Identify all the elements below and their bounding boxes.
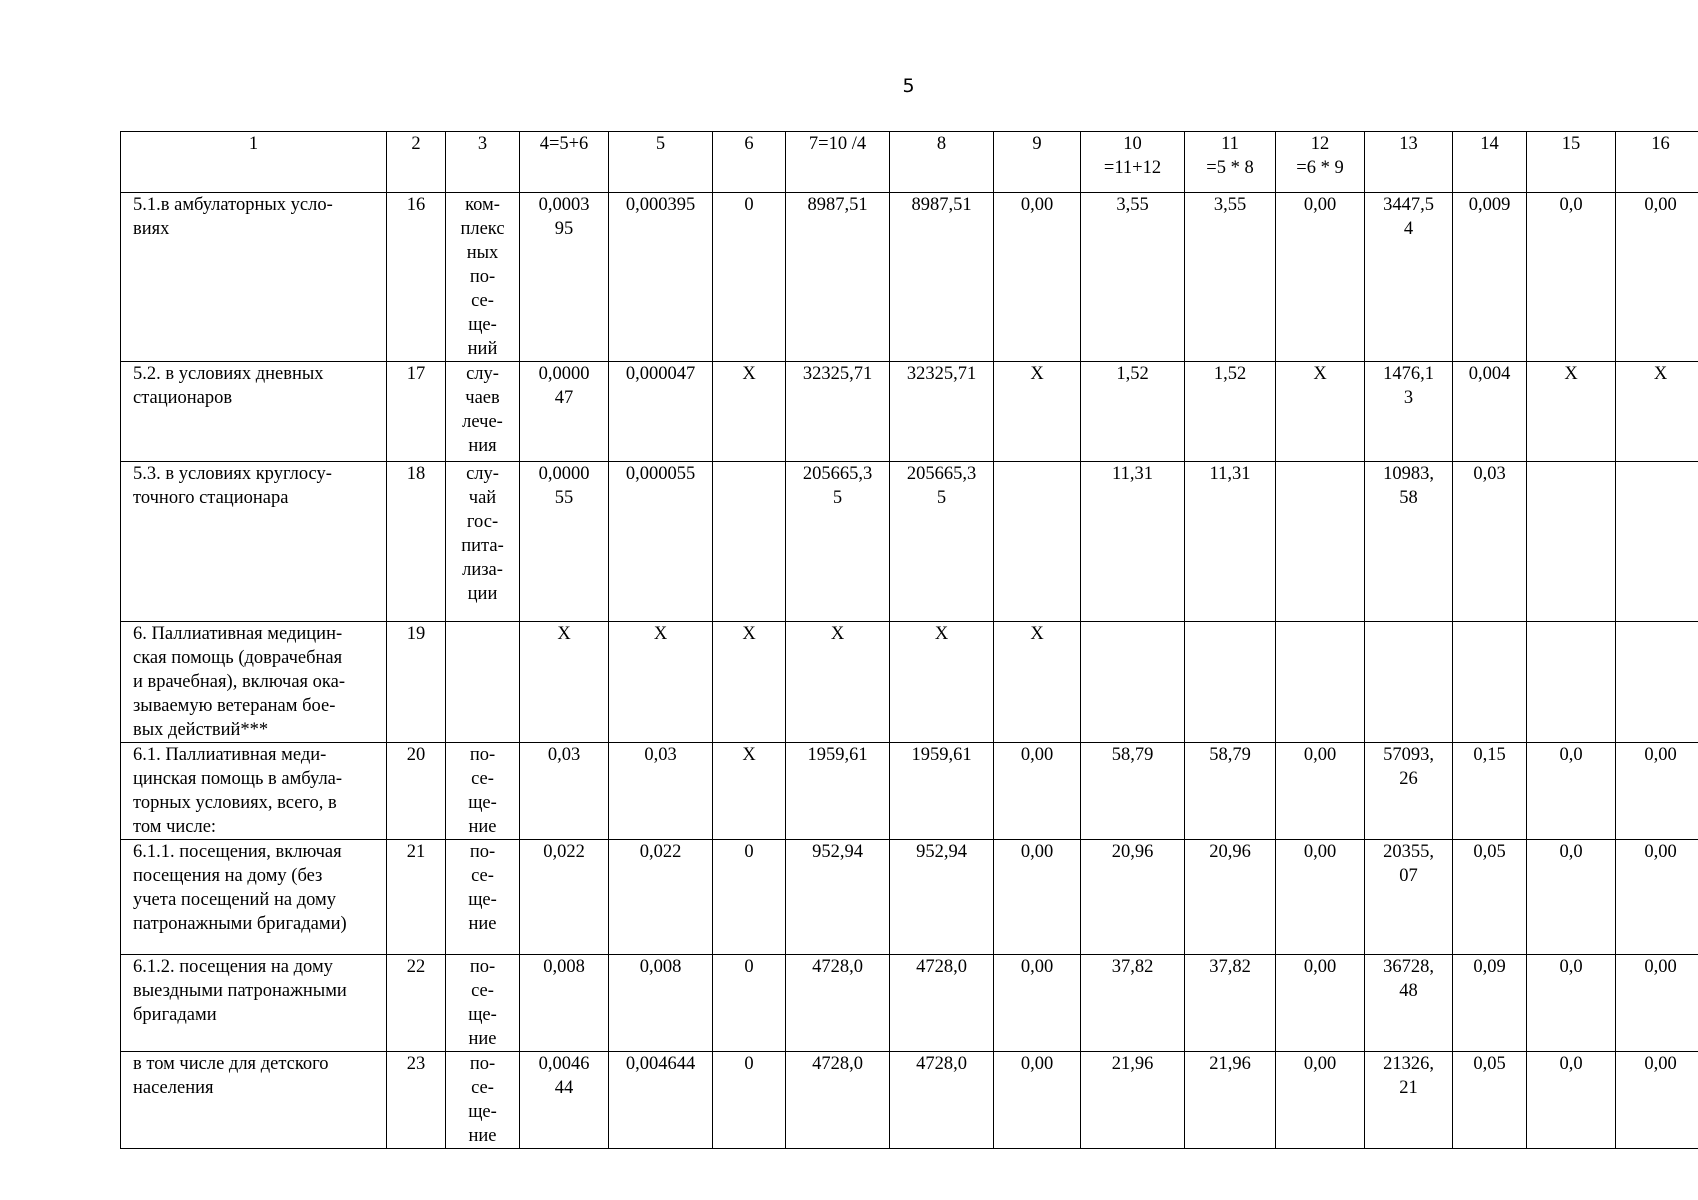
column-number-header [1185, 132, 1276, 193]
value-cell [1616, 622, 1698, 743]
column-number-header [520, 132, 609, 193]
value-cell [609, 462, 713, 622]
cell-value: 0,00 [1303, 745, 1337, 765]
value-cell [1365, 1052, 1453, 1149]
row-number: 20 [406, 745, 426, 765]
header-label: 12 =6 * 9 [1296, 134, 1344, 178]
value-cell [994, 622, 1081, 743]
cell-value: 58,79 [1209, 745, 1251, 765]
header-label: 11 =5 * 8 [1206, 134, 1254, 178]
value-cell [1185, 1052, 1276, 1149]
value-cell [609, 955, 713, 1052]
table-row [121, 622, 1698, 743]
cell-value: 10983, 58 [1383, 464, 1434, 508]
value-cell [1616, 462, 1698, 622]
cell-value: 0,00 [1303, 195, 1337, 215]
cell-value: X [742, 364, 756, 384]
cell-value: 0,000047 [625, 364, 696, 384]
value-cell [713, 193, 786, 362]
cell-value: 0,0000 55 [538, 464, 590, 508]
value-cell [1081, 955, 1185, 1052]
row-name-cell [121, 1052, 387, 1149]
value-cell [1616, 193, 1698, 362]
row-number-cell [387, 622, 446, 743]
value-cell [1365, 955, 1453, 1052]
cell-value: 0 [744, 1054, 754, 1074]
cell-value: 0,03 [644, 745, 677, 765]
value-cell [520, 193, 609, 362]
unit-cell [446, 622, 520, 743]
cell-value: 0,00 [1020, 957, 1054, 977]
value-cell [713, 462, 786, 622]
value-cell [890, 840, 994, 955]
cell-value: 0,022 [543, 842, 585, 862]
row-name: 5.2. в условиях дневных стационаров [133, 364, 324, 408]
cell-value: X [742, 624, 756, 644]
row-name-cell [121, 622, 387, 743]
header-label: 13 [1399, 134, 1418, 154]
row-number: 23 [406, 1054, 426, 1074]
header-label: 10 =11+12 [1103, 134, 1162, 178]
value-cell [1185, 840, 1276, 955]
cell-value: 952,94 [916, 842, 967, 862]
row-name: 6.1. Паллиативная меди- цинская помощь в амбула- торных условиях, всего, в том числе: [133, 745, 343, 837]
header-label: 2 [411, 134, 421, 154]
cell-value: 0,008 [639, 957, 682, 977]
value-cell [1527, 462, 1616, 622]
cell-value: 0,000395 [625, 195, 696, 215]
cell-value: 0,00 [1020, 1054, 1054, 1074]
header-label: 4=5+6 [539, 134, 589, 154]
cell-value: 8987,51 [911, 195, 972, 215]
cell-value: 205665,3 5 [906, 464, 977, 508]
value-cell [890, 743, 994, 840]
value-cell [1527, 362, 1616, 462]
value-cell [1081, 362, 1185, 462]
value-cell [1185, 622, 1276, 743]
value-cell [1453, 1052, 1527, 1149]
unit-cell [446, 462, 520, 622]
value-cell [609, 1052, 713, 1149]
cell-value: 21,96 [1209, 1054, 1251, 1074]
header-label: 5 [655, 134, 666, 154]
cell-value: 20,96 [1209, 842, 1251, 862]
cell-value: 21,96 [1111, 1054, 1154, 1074]
cell-value: 0 [744, 957, 754, 977]
unit-label: по- се- ще- ние [468, 745, 497, 837]
cell-value: X [1653, 364, 1668, 384]
value-cell [713, 1052, 786, 1149]
header-label: 16 [1651, 134, 1670, 154]
value-cell [1081, 462, 1185, 622]
cell-value: 57093, 26 [1383, 745, 1434, 789]
cell-value: 21326, 21 [1383, 1054, 1434, 1098]
unit-cell [446, 955, 520, 1052]
header-label: 6 [744, 134, 754, 154]
value-cell [1081, 840, 1185, 955]
row-number: 21 [406, 842, 426, 862]
column-number-header [713, 132, 786, 193]
cell-value: 0,15 [1473, 745, 1506, 765]
value-cell [1527, 743, 1616, 840]
cell-value: 0,00 [1020, 745, 1054, 765]
value-cell [520, 743, 609, 840]
column-number-header [446, 132, 520, 193]
cell-value: 0,0 [1559, 842, 1583, 862]
cell-value: X [830, 624, 845, 644]
cell-value: 3,55 [1213, 195, 1247, 215]
table-row [121, 462, 1698, 622]
unit-label: по- се- ще- ние [468, 842, 497, 934]
value-cell [1527, 840, 1616, 955]
value-cell [1365, 362, 1453, 462]
page-number: 5 [902, 75, 915, 97]
cell-value: 0,0 [1559, 745, 1583, 765]
cell-value: 0,09 [1473, 957, 1506, 977]
value-cell [1365, 462, 1453, 622]
value-cell [713, 743, 786, 840]
value-cell [520, 840, 609, 955]
value-cell [786, 840, 890, 955]
value-cell [609, 362, 713, 462]
value-cell [994, 743, 1081, 840]
cell-value: 0,05 [1473, 1054, 1506, 1074]
value-cell [786, 362, 890, 462]
tariff-table [120, 131, 1698, 1149]
cell-value: 0,0 [1559, 957, 1583, 977]
cell-value: 0,0 [1559, 195, 1583, 215]
value-cell [520, 1052, 609, 1149]
cell-value: X [742, 745, 756, 765]
table-row [121, 743, 1698, 840]
row-name-cell [121, 462, 387, 622]
value-cell [1616, 840, 1698, 955]
header-label: 1 [248, 134, 259, 154]
value-cell [1365, 193, 1453, 362]
cell-value: 11,31 [1209, 464, 1251, 484]
value-cell [1276, 1052, 1365, 1149]
value-cell [1453, 743, 1527, 840]
cell-value: X [1030, 624, 1044, 644]
unit-cell [446, 193, 520, 362]
row-name: в том числе для детского населения [133, 1054, 329, 1098]
unit-cell [446, 743, 520, 840]
cell-value: 32325,71 [906, 364, 977, 384]
row-number-cell [387, 743, 446, 840]
cell-value: 1959,61 [911, 745, 972, 765]
cell-value: 0,05 [1473, 842, 1506, 862]
value-cell [1276, 840, 1365, 955]
value-cell [1185, 955, 1276, 1052]
cell-value: 1,52 [1213, 364, 1247, 384]
cell-value: 0 [744, 195, 754, 215]
unit-cell [446, 1052, 520, 1149]
value-cell [1081, 193, 1185, 362]
value-cell [1527, 193, 1616, 362]
row-name: 6.1.2. посещения на дому выездными патронажными бригадами [133, 957, 347, 1025]
row-number: 22 [406, 957, 426, 977]
cell-value: X [557, 624, 571, 644]
cell-value: 0,00 [1020, 195, 1054, 215]
value-cell [890, 193, 994, 362]
header-label: 15 [1561, 134, 1581, 154]
cell-value: 32325,71 [802, 364, 873, 384]
value-cell [994, 955, 1081, 1052]
cell-value: 0,0046 44 [538, 1054, 590, 1098]
value-cell [609, 193, 713, 362]
column-number-header [609, 132, 713, 193]
header-label: 7=10 /4 [808, 134, 867, 154]
cell-value: 11,31 [1112, 464, 1153, 484]
row-number-cell [387, 193, 446, 362]
row-name-cell [121, 743, 387, 840]
value-cell [713, 955, 786, 1052]
column-number-header [1276, 132, 1365, 193]
cell-value: 0,03 [1473, 464, 1506, 484]
unit-cell [446, 362, 520, 462]
column-number-header [1616, 132, 1698, 193]
value-cell [1276, 743, 1365, 840]
table-row [121, 1052, 1698, 1149]
column-number-header [1365, 132, 1453, 193]
column-number-header [1453, 132, 1527, 193]
value-cell [1276, 955, 1365, 1052]
cell-value: 0 [744, 842, 754, 862]
column-number-header [994, 132, 1081, 193]
value-cell [786, 193, 890, 362]
value-cell [1527, 955, 1616, 1052]
value-cell [994, 362, 1081, 462]
table-row [121, 193, 1698, 362]
value-cell [1185, 743, 1276, 840]
cell-value: 0,00 [1644, 1054, 1677, 1074]
cell-value: 0,022 [639, 842, 682, 862]
value-cell [713, 622, 786, 743]
value-cell [713, 840, 786, 955]
value-cell [1616, 955, 1698, 1052]
cell-value: 0,00 [1644, 745, 1677, 765]
cell-value: 0,00 [1303, 1054, 1337, 1074]
value-cell [1527, 1052, 1616, 1149]
value-cell [890, 622, 994, 743]
value-cell [890, 362, 994, 462]
value-cell [1616, 1052, 1698, 1149]
column-number-header [387, 132, 446, 193]
cell-value: 205665,3 5 [802, 464, 873, 508]
row-number: 19 [406, 624, 426, 644]
value-cell [1276, 462, 1365, 622]
header-label: 9 [1032, 134, 1042, 154]
cell-value: 37,82 [1111, 957, 1154, 977]
cell-value: 0,00 [1644, 957, 1677, 977]
value-cell [609, 622, 713, 743]
value-cell [994, 840, 1081, 955]
header-label: 3 [477, 134, 488, 154]
value-cell [1453, 955, 1527, 1052]
row-name-cell [121, 955, 387, 1052]
value-cell [1185, 193, 1276, 362]
row-number: 18 [406, 464, 426, 484]
cell-value: 0,009 [1468, 195, 1511, 215]
row-number-cell [387, 1052, 446, 1149]
cell-value: 4728,0 [916, 957, 967, 977]
value-cell [1453, 362, 1527, 462]
cell-value: 0,004644 [625, 1054, 696, 1074]
value-cell [786, 462, 890, 622]
value-cell [1616, 743, 1698, 840]
cell-value: 37,82 [1209, 957, 1251, 977]
unit-label: слу- чай гос- пита- лиза- ции [461, 464, 504, 604]
table-header-row [121, 132, 1698, 193]
cell-value: X [653, 624, 668, 644]
row-number-cell [387, 955, 446, 1052]
cell-value: 0,004 [1468, 364, 1511, 384]
value-cell [1453, 622, 1527, 743]
value-cell [1616, 362, 1698, 462]
column-number-header [786, 132, 890, 193]
column-number-header [1081, 132, 1185, 193]
table-row [121, 840, 1698, 955]
cell-value: 0,03 [547, 745, 581, 765]
value-cell [1453, 193, 1527, 362]
value-cell [520, 955, 609, 1052]
unit-cell [446, 840, 520, 955]
value-cell [890, 462, 994, 622]
cell-value: 0,008 [543, 957, 585, 977]
header-label: 8 [936, 134, 947, 154]
value-cell [890, 955, 994, 1052]
value-cell [994, 1052, 1081, 1149]
cell-value: 0,0000 47 [538, 364, 590, 408]
column-number-header [890, 132, 994, 193]
row-name-cell [121, 362, 387, 462]
cell-value: 4728,0 [812, 1054, 863, 1074]
row-number-cell [387, 840, 446, 955]
value-cell [1365, 840, 1453, 955]
row-name: 5.3. в условиях круглосу- точного стационара [133, 464, 332, 508]
row-number-cell [387, 362, 446, 462]
value-cell [1276, 193, 1365, 362]
row-number: 17 [406, 364, 426, 384]
cell-value: X [934, 624, 949, 644]
cell-value: 8987,51 [807, 195, 868, 215]
row-name: 5.1.в амбулаторных усло- виях [133, 195, 333, 239]
cell-value: 36728, 48 [1383, 957, 1434, 1001]
header-label: 14 [1480, 134, 1499, 154]
table-row [121, 362, 1698, 462]
cell-value: 0,00 [1644, 842, 1677, 862]
unit-label: слу- чаев лече- ния [462, 364, 503, 456]
value-cell [786, 743, 890, 840]
cell-value: 20355, 07 [1383, 842, 1434, 886]
row-name-cell [121, 840, 387, 955]
value-cell [713, 362, 786, 462]
cell-value: 4728,0 [916, 1054, 967, 1074]
row-number: 16 [406, 195, 426, 215]
cell-value: 1,52 [1116, 364, 1149, 384]
row-number-cell [387, 462, 446, 622]
cell-value: 3,55 [1116, 195, 1149, 215]
cell-value: 0,0003 95 [538, 195, 590, 239]
value-cell [1081, 743, 1185, 840]
row-name: 6. Паллиативная медицин- ская помощь (доврачебная и врачебная), включая ока- зываемую ветеранам бое- вых действий*** [133, 624, 345, 740]
value-cell [786, 622, 890, 743]
value-cell [994, 462, 1081, 622]
cell-value: 20,96 [1111, 842, 1154, 862]
value-cell [609, 743, 713, 840]
value-cell [1081, 1052, 1185, 1149]
cell-value: 1959,61 [807, 745, 868, 765]
row-name: 6.1.1. посещения, включая посещения на дому (без учета посещений на дому патронажными бригадами) [133, 842, 347, 934]
cell-value: 0,0 [1559, 1054, 1583, 1074]
row-name-cell [121, 193, 387, 362]
unit-label: по- се- ще- ние [468, 1054, 497, 1146]
cell-value: 0,000055 [625, 464, 696, 484]
unit-label: ком- плекс ных по- се- ще- ний [460, 195, 505, 359]
value-cell [786, 955, 890, 1052]
value-cell [1276, 622, 1365, 743]
value-cell [1185, 362, 1276, 462]
cell-value: 0,00 [1020, 842, 1054, 862]
cell-value: X [1313, 364, 1327, 384]
value-cell [1453, 462, 1527, 622]
value-cell [994, 193, 1081, 362]
value-cell [1453, 840, 1527, 955]
cell-value: 952,94 [812, 842, 863, 862]
unit-label: по- се- ще- ние [468, 957, 497, 1049]
cell-value: 3447,5 4 [1383, 195, 1434, 239]
value-cell [890, 1052, 994, 1149]
cell-value: 0,00 [1303, 842, 1337, 862]
cell-value: 4728,0 [812, 957, 863, 977]
value-cell [520, 622, 609, 743]
value-cell [1365, 622, 1453, 743]
value-cell [1527, 622, 1616, 743]
value-cell [1365, 743, 1453, 840]
column-number-header [1527, 132, 1616, 193]
cell-value: X [1030, 364, 1044, 384]
value-cell [609, 840, 713, 955]
column-number-header [121, 132, 387, 193]
table-row [121, 955, 1698, 1052]
value-cell [1276, 362, 1365, 462]
value-cell [786, 1052, 890, 1149]
cell-value: X [1564, 364, 1578, 384]
cell-value: 1476,1 3 [1383, 364, 1434, 408]
cell-value: 0,00 [1644, 195, 1677, 215]
value-cell [1185, 462, 1276, 622]
value-cell [520, 362, 609, 462]
value-cell [520, 462, 609, 622]
cell-value: 58,79 [1111, 745, 1154, 765]
cell-value: 0,00 [1303, 957, 1337, 977]
value-cell [1081, 622, 1185, 743]
